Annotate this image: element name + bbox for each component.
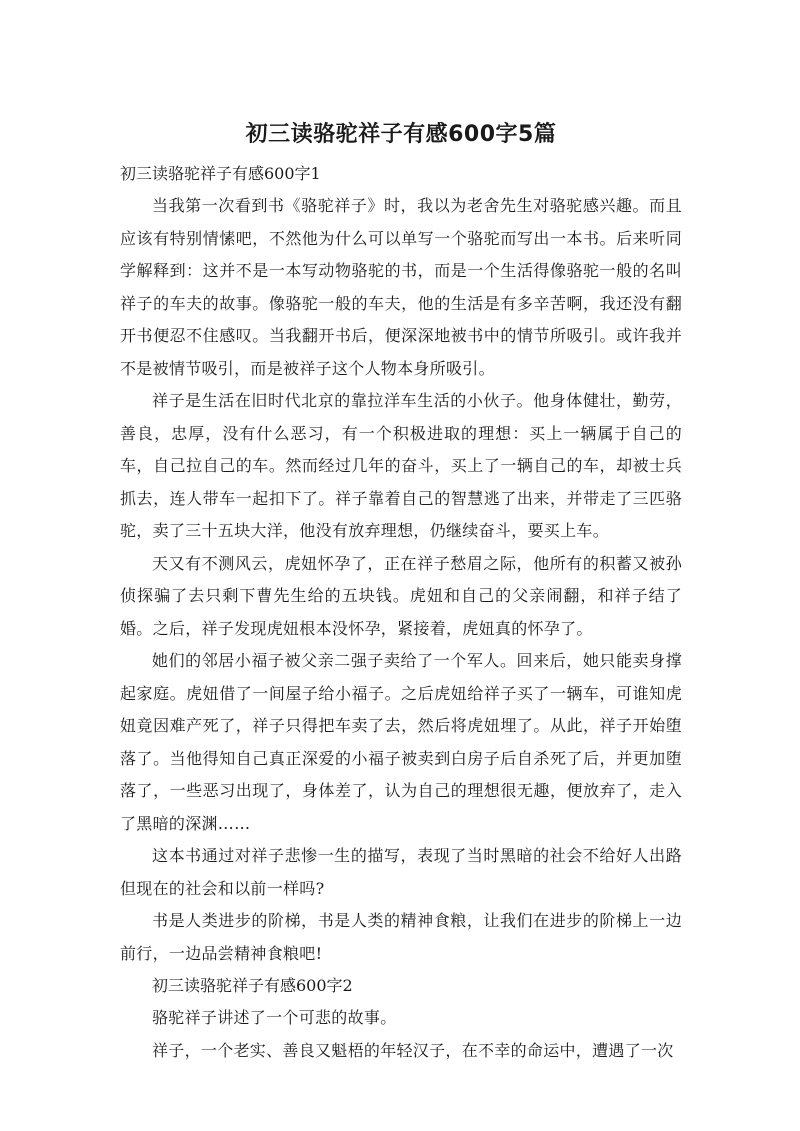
paragraph: 当我第一次看到书《骆驼祥子》时，我以为老舍先生对骆驼感兴趣。而且应该有特别情愫吧，不然他为什么可以单写一个骆驼而写出一本书。后来听同学解释到：这并不是一本写动物骆驼的书，而是一个生活得像骆驼一般的名叫祥子的车夫的故事。像骆驼一般的车夫，他的生活是有多辛苦啊，我还没有翻开书便忍不住感叹。当我翻开书后，便深深地被书中的情节所吸引。或许我并不是被情节吸引，而是被祥子这个人物本身所吸引。 <box>120 196 682 378</box>
paragraph: 书是人类进步的阶梯，书是人类的精神食粮，让我们在进步的阶梯上一边前行，一边品尝精神食粮吧! <box>120 911 682 963</box>
section-heading-1: 初三读骆驼祥子有感600字1 <box>120 164 321 183</box>
paragraph: 骆驼祥子讲述了一个可悲的故事。 <box>152 1008 397 1027</box>
paragraph: 祥子，一个老实、善良又魁梧的年轻汉子，在不幸的命运中，遭遇了一次 <box>152 1040 674 1060</box>
paragraph: 这本书通过对祥子悲惨一生的描写，表现了当时黑暗的社会不给好人出路但现在的社会和以前一样吗? <box>120 846 682 898</box>
document-title: 初三读骆驼祥子有感600字5篇 <box>245 122 557 147</box>
paragraph: 祥子是生活在旧时代北京的靠拉洋车生活的小伙子。他身体健壮，勤劳，善良，忠厚，没有什么恶习，有一个积极进取的理想：买上一辆属于自己的车，自己拉自己的车。然而经过几年的奋斗，买上了一辆自己的车，却被士兵抓去，连人带车一起扣下了。祥子靠着自己的智慧逃了出来，并带走了三匹骆驼，卖了三十五块大洋，他没有放弃理想，仍继续奋斗，要买上车。 <box>120 391 682 540</box>
section-heading-2: 初三读骆驼祥子有感600字2 <box>152 976 353 995</box>
paragraph: 天又有不测风云，虎妞怀孕了，正在祥子愁眉之际，他所有的积蓄又被孙侦探骗了去只剩下曹先生给的五块钱。虎妞和自己的父亲闹翻，和祥子结了婚。之后，祥子发现虎妞根本没怀孕，紧接着，虎妞真的怀孕了。 <box>120 553 682 638</box>
paragraph: 她们的邻居小福子被父亲二强子卖给了一个军人。回来后，她只能卖身撑起家庭。虎妞借了一间屋子给小福子。之后虎妞给祥子买了一辆车，可谁知虎妞竟因难产死了，祥子只得把车卖了去，然后将虎妞埋了。从此，祥子开始堕落了。当他得知自己真正深爱的小福子被卖到白房子后自杀死了后，并更加堕落了，一些恶习出现了，身体差了，认为自己的理想很无趣，便放弃了，走入了黑暗的深渊…… <box>120 651 682 833</box>
